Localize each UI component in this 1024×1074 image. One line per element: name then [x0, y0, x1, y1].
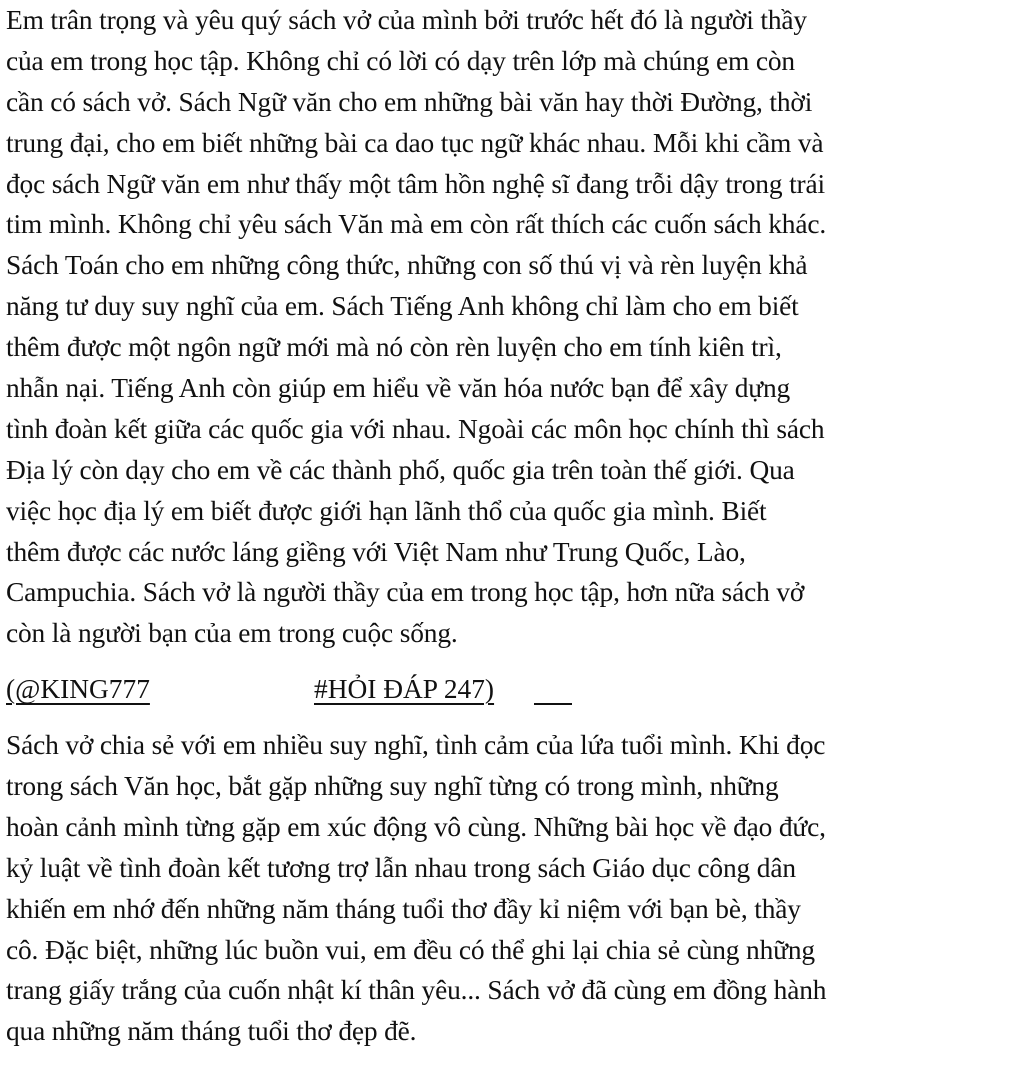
text-line: Sách Toán cho em những công thức, những con số thú vị và rèn luyện khả [6, 250, 808, 281]
text-line: Campuchia. Sách vở là người thầy của em trong học tập, hơn nữa sách vở [6, 577, 805, 608]
text-line: cô. Đặc biệt, những lúc buồn vui, em đều có thể ghi lại chia sẻ cùng những [6, 934, 815, 965]
source-hashtag: #HỎI ĐÁP 247) [314, 674, 495, 705]
text-line: thêm được các nước láng giềng với Việt Nam như Trung Quốc, Lào, [6, 536, 746, 567]
text-line: thêm được một ngôn ngữ mới mà nó còn rèn luyện cho em tính kiên trì, [6, 332, 782, 363]
text-line: đọc sách Ngữ văn em như thấy một tâm hồn nghệ sĩ đang trỗi dậy trong trái [6, 168, 825, 199]
text-line: kỷ luật về tình đoàn kết tương trợ lẫn nhau trong sách Giáo dục công dân [6, 852, 796, 883]
text-line: khiến em nhớ đến những năm tháng tuổi thơ đầy kỉ niệm với bạn bè, thầy [6, 893, 801, 924]
text-line: qua những năm tháng tuổi thơ đẹp đẽ. [6, 1016, 417, 1047]
text-line: Sách vở chia sẻ với em nhiều suy nghĩ, tình cảm của lứa tuổi mình. Khi đọc [6, 730, 826, 761]
document-body [6, 0, 1020, 1052]
text-line: việc học địa lý em biết được giới hạn lãnh thổ của quốc gia mình. Biết [6, 495, 767, 526]
paragraph-1 [6, 0, 1020, 654]
paragraph-2 [6, 725, 1020, 1052]
text-line: Em trân trọng và yêu quý sách vở của mình bởi trước hết đó là người thầy [6, 5, 807, 35]
text-line: trung đại, cho em biết những bài ca dao tục ngữ khác nhau. Mỗi khi cầm và [6, 127, 824, 158]
underline-rule [534, 703, 572, 705]
text-line: tình đoàn kết giữa các quốc gia với nhau. Ngoài các môn học chính thì sách [6, 413, 825, 444]
text-line: trong sách Văn học, bắt gặp những suy nghĩ từng có trong mình, những [6, 771, 779, 802]
text-line: còn là người bạn của em trong cuộc sống. [6, 618, 458, 649]
text-line: của em trong học tập. Không chỉ có lời có dạy trên lớp mà chúng em còn [6, 45, 795, 76]
text-line: cần có sách vở. Sách Ngữ văn cho em những bài văn hay thời Đường, thời [6, 86, 813, 117]
watermark-handles [6, 669, 1020, 710]
author-handle: (@KING777 [6, 674, 150, 705]
text-line: tim mình. Không chỉ yêu sách Văn mà em còn rất thích các cuốn sách khác. [6, 209, 827, 240]
text-line: Địa lý còn dạy cho em về các thành phố, quốc gia trên toàn thế giới. Qua [6, 454, 795, 485]
text-line: trang giấy trắng của cuốn nhật kí thân yêu... Sách vở đã cùng em đồng hành [6, 975, 827, 1006]
text-line: hoàn cảnh mình từng gặp em xúc động vô cùng. Những bài học về đạo đức, [6, 811, 826, 842]
text-line: năng tư duy suy nghĩ của em. Sách Tiếng Anh không chỉ làm cho em biết [6, 291, 799, 322]
text-line: nhẫn nại. Tiếng Anh còn giúp em hiểu về văn hóa nước bạn để xây dựng [6, 373, 791, 404]
